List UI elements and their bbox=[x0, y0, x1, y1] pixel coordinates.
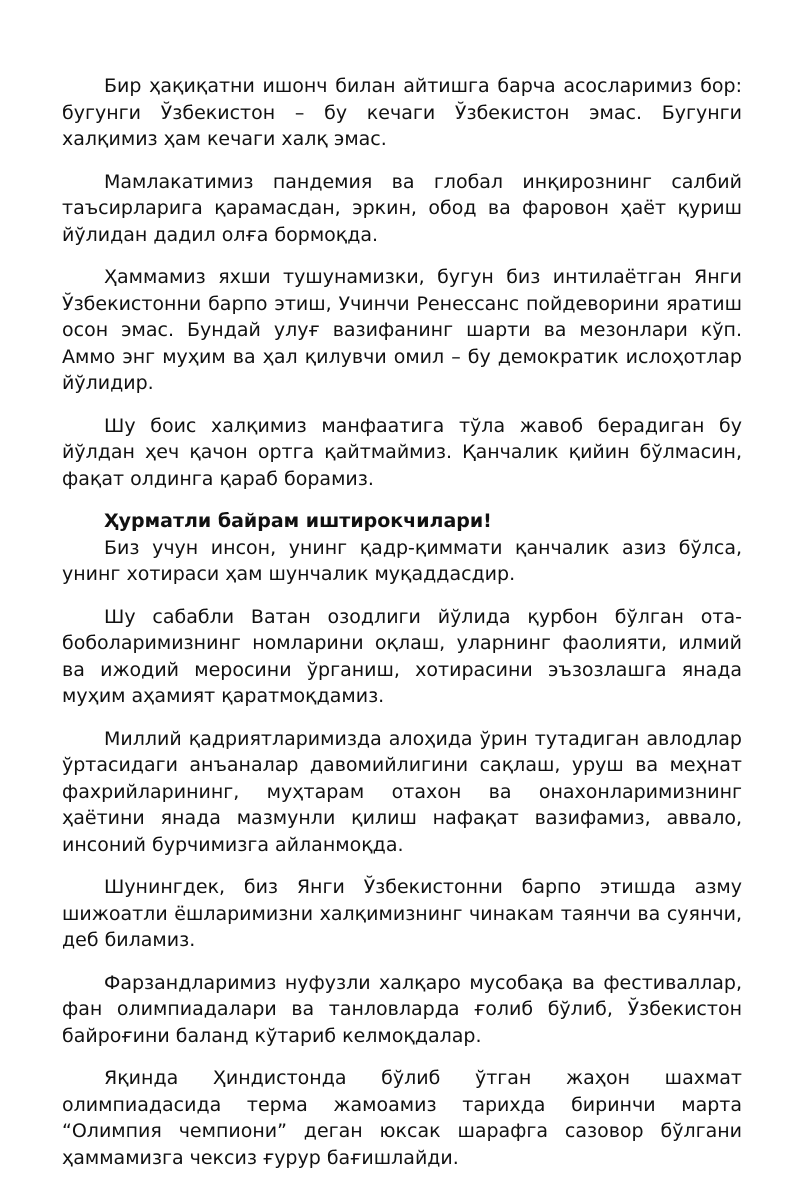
paragraph-4: Шу боис халқимиз манфаатига тўла жавоб берадиган бу йўлдан ҳеч қачон ортга қайтмаймиз. Қанчалик қийин бўлмасин, фақат олдинга қараб борамиз. bbox=[62, 414, 742, 490]
paragraph-7: Миллий қадриятларимизда алоҳида ўрин тутадиган авлодлар ўртасидаги анъаналар давомийлигини сақлаш, уруш ва меҳнат фахрийларининг, муҳтарам отахон ва онахонларимизнинг ҳаётини янада мазмунли қилиш нафақат вазифамиз, аввало, инсоний бурчимизга айланмоқда. bbox=[62, 727, 742, 856]
paragraph-9: Фарзандларимиз нуфузли халқаро мусобақа ва фестиваллар, фан олимпиадалари ва танловларда ғолиб бўлиб, Ўзбекистон байроғини баланд кўтариб келмоқдалар. bbox=[62, 971, 742, 1047]
paragraph-8: Шунингдек, биз Янги Ўзбекистонни барпо этишда азму шижоатли ёшларимизни халқимизнинг чинакам таянчи ва суянчи, деб биламиз. bbox=[62, 876, 742, 951]
paragraph-10: Яқинда Ҳиндистонда бўлиб ўтган жаҳон шахмат олимпиадасида терма жамоамиз тарихда биринчи марта “Олимпия чемпиони” деган юксак шарафга сазовор бўлгани ҳаммамизга чексиз ғурур бағишлайди. bbox=[62, 1067, 742, 1169]
paragraph-2: Мамлакатимиз пандемия ва глобал инқирознинг салбий таъсирларига қарамасдан, эркин, обод ва фаровон ҳаёт қуриш йўлидан дадил олға бормоқда. bbox=[62, 170, 742, 246]
section-heading: Ҳурматли байрам иштирокчилари! bbox=[104, 510, 492, 532]
paragraph-6: Шу сабабли Ватан озодлиги йўлида қурбон бўлган ота-боболаримизнинг номларини оқлаш, уларнинг фаолияти, илмий ва ижодий меросини ўрганиш, хотирасини эъзозлашга янада муҳим аҳамият қаратмоқдамиз. bbox=[62, 605, 742, 707]
paragraph-3: Ҳаммамиз яхши тушунамизки, бугун биз интилаётган Янги Ўзбекистонни барпо этиш, Учинчи Ренессанс пойдеворини яратиш осон эмас. Бундай улуғ вазифанинг шарти ва мезонлари кўп. Аммо энг муҳим ва ҳал қилувчи омил – бу демократик ислоҳотлар йўлидир. bbox=[62, 266, 742, 394]
document-page bbox=[62, 73, 742, 1187]
paragraph-1: Бир ҳақиқатни ишонч билан айтишга барча асосларимиз бор: бугунги Ўзбекистон – бу кечаги Ўзбекистон эмас. Бугунги халқимиз ҳам кечаги халқ эмас. bbox=[62, 75, 742, 150]
paragraph-5: Биз учун инсон, унинг қадр-қиммати қанчалик азиз бўлса, унинг хотираси ҳам шунчалик муқаддасдир. bbox=[62, 536, 742, 585]
